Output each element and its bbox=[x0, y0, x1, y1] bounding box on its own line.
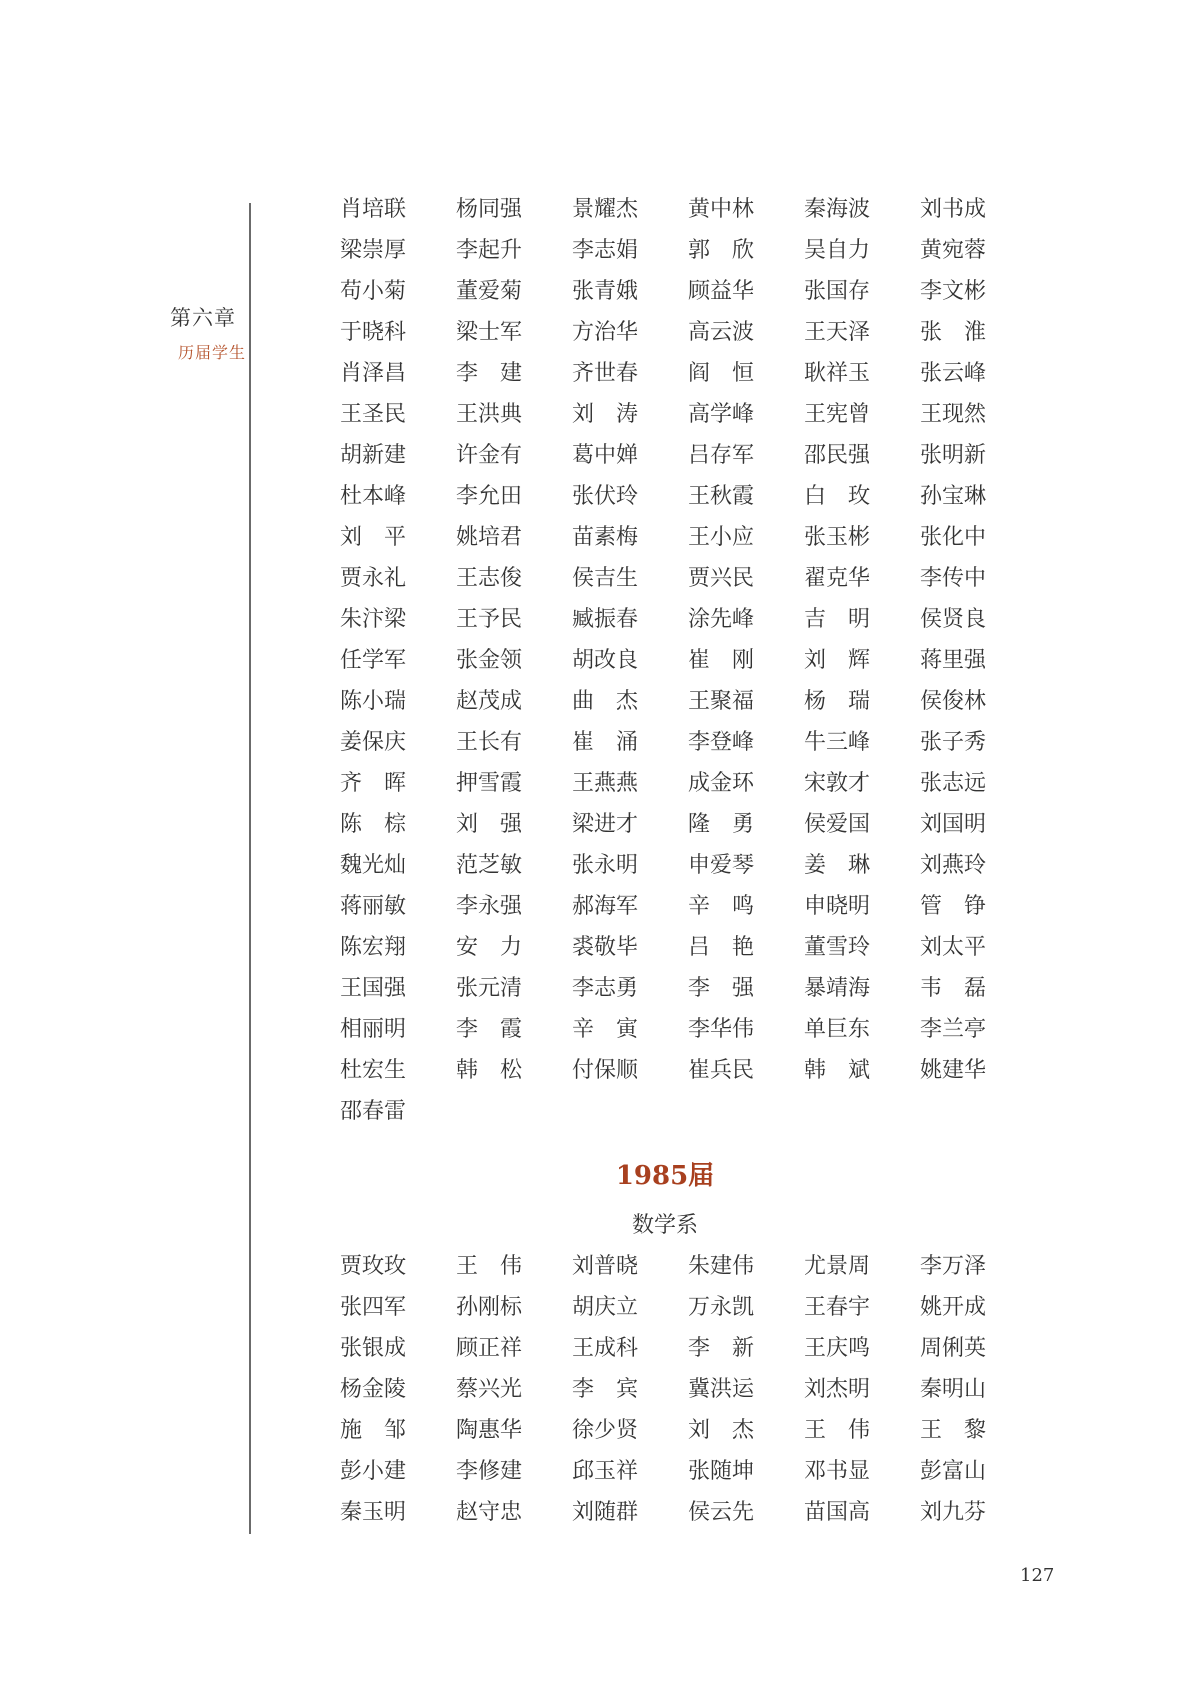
student-name: 杜宏生 bbox=[340, 1058, 407, 1083]
student-name: 李起升 bbox=[456, 238, 523, 263]
student-name: 张金领 bbox=[456, 648, 523, 673]
student-name: 李文彬 bbox=[920, 279, 987, 304]
student-name: 姜 琳 bbox=[804, 853, 871, 878]
student-name: 秦明山 bbox=[920, 1377, 987, 1402]
student-name: 王燕燕 bbox=[572, 771, 639, 796]
student-name: 牛三峰 bbox=[804, 730, 871, 755]
student-name: 王成科 bbox=[572, 1336, 639, 1361]
student-name: 姚开成 bbox=[920, 1295, 987, 1320]
student-name: 张伏玲 bbox=[572, 484, 639, 509]
student-name: 方治华 bbox=[572, 320, 639, 345]
student-name: 宋敦才 bbox=[804, 771, 871, 796]
student-name-list-top bbox=[340, 196, 990, 1139]
student-name: 胡庆立 bbox=[572, 1295, 639, 1320]
student-name: 苗国高 bbox=[804, 1500, 871, 1525]
student-name: 王洪典 bbox=[456, 402, 523, 427]
student-name: 李传中 bbox=[920, 566, 987, 591]
student-name: 杨同强 bbox=[456, 197, 523, 222]
student-name: 吕 艳 bbox=[688, 935, 755, 960]
student-name: 王现然 bbox=[920, 402, 987, 427]
student-name: 耿祥玉 bbox=[804, 361, 871, 386]
student-name: 陈小瑞 bbox=[340, 689, 407, 714]
student-name: 李志娟 bbox=[572, 238, 639, 263]
student-name: 姚建华 bbox=[920, 1058, 987, 1083]
student-name-list-bottom bbox=[340, 1253, 990, 1540]
student-name: 齐世春 bbox=[572, 361, 639, 386]
student-name: 彭富山 bbox=[920, 1459, 987, 1484]
student-name: 申晓明 bbox=[804, 894, 871, 919]
student-name: 孙刚标 bbox=[456, 1295, 523, 1320]
student-name: 尤景周 bbox=[804, 1254, 871, 1279]
student-name: 施 邹 bbox=[340, 1418, 407, 1443]
student-name: 李 强 bbox=[688, 976, 755, 1001]
student-name: 辛 寅 bbox=[572, 1017, 639, 1042]
student-name: 侯俊林 bbox=[920, 689, 987, 714]
student-name: 李万泽 bbox=[920, 1254, 987, 1279]
student-name: 邵春雷 bbox=[340, 1099, 407, 1124]
student-name: 梁进才 bbox=[572, 812, 639, 837]
student-name: 刘 辉 bbox=[804, 648, 871, 673]
student-name: 白 玫 bbox=[804, 484, 871, 509]
student-name: 王 伟 bbox=[804, 1418, 871, 1443]
student-name: 涂先峰 bbox=[688, 607, 755, 632]
student-name: 朱建伟 bbox=[688, 1254, 755, 1279]
student-name: 李 宾 bbox=[572, 1377, 639, 1402]
student-name: 阎 恒 bbox=[688, 361, 755, 386]
student-name: 苗素梅 bbox=[572, 525, 639, 550]
student-name: 辛 鸣 bbox=[688, 894, 755, 919]
student-name: 王庆鸣 bbox=[804, 1336, 871, 1361]
student-name: 王 黎 bbox=[920, 1418, 987, 1443]
student-name: 刘国明 bbox=[920, 812, 987, 837]
student-name: 王予民 bbox=[456, 607, 523, 632]
student-name: 张永明 bbox=[572, 853, 639, 878]
student-name: 刘太平 bbox=[920, 935, 987, 960]
student-name: 王 伟 bbox=[456, 1254, 523, 1279]
student-name: 韩 松 bbox=[456, 1058, 523, 1083]
student-name: 刘 强 bbox=[456, 812, 523, 837]
student-name: 隆 勇 bbox=[688, 812, 755, 837]
student-name: 胡新建 bbox=[340, 443, 407, 468]
student-name: 许金有 bbox=[456, 443, 523, 468]
student-name: 张志远 bbox=[920, 771, 987, 796]
student-name: 周俐英 bbox=[920, 1336, 987, 1361]
student-name: 胡改良 bbox=[572, 648, 639, 673]
student-name: 臧振春 bbox=[572, 607, 639, 632]
student-name: 万永凯 bbox=[688, 1295, 755, 1320]
student-name: 齐 晖 bbox=[340, 771, 407, 796]
student-name: 蒋丽敏 bbox=[340, 894, 407, 919]
student-name: 冀洪运 bbox=[688, 1377, 755, 1402]
student-name: 杨 瑞 bbox=[804, 689, 871, 714]
student-name: 肖泽昌 bbox=[340, 361, 407, 386]
student-name: 刘九芬 bbox=[920, 1500, 987, 1525]
student-name: 张银成 bbox=[340, 1336, 407, 1361]
student-name: 李登峰 bbox=[688, 730, 755, 755]
student-name: 暴靖海 bbox=[804, 976, 871, 1001]
student-name: 黄中林 bbox=[688, 197, 755, 222]
student-name: 苟小菊 bbox=[340, 279, 407, 304]
student-name: 陶惠华 bbox=[456, 1418, 523, 1443]
student-name: 崔兵民 bbox=[688, 1058, 755, 1083]
department-heading: 数学系 bbox=[631, 1213, 698, 1238]
student-name: 郭 欣 bbox=[688, 238, 755, 263]
student-name: 王圣民 bbox=[340, 402, 407, 427]
student-name: 翟克华 bbox=[804, 566, 871, 591]
student-name: 邓书显 bbox=[804, 1459, 871, 1484]
student-name: 张子秀 bbox=[920, 730, 987, 755]
student-name: 韩 斌 bbox=[804, 1058, 871, 1083]
student-name: 杨金陵 bbox=[340, 1377, 407, 1402]
student-name: 范芝敏 bbox=[456, 853, 523, 878]
student-name: 秦玉明 bbox=[340, 1500, 407, 1525]
student-name: 吕存军 bbox=[688, 443, 755, 468]
student-name: 王秋霞 bbox=[688, 484, 755, 509]
student-name: 崔 涌 bbox=[572, 730, 639, 755]
student-name: 魏光灿 bbox=[340, 853, 407, 878]
student-name: 侯爱国 bbox=[804, 812, 871, 837]
student-name: 李永强 bbox=[456, 894, 523, 919]
student-name: 徐少贤 bbox=[572, 1418, 639, 1443]
student-name: 王志俊 bbox=[456, 566, 523, 591]
student-name: 刘普晓 bbox=[572, 1254, 639, 1279]
student-name: 张云峰 bbox=[920, 361, 987, 386]
student-name: 刘燕玲 bbox=[920, 853, 987, 878]
chapter-label: 第六章 bbox=[170, 306, 236, 330]
student-name: 李兰亭 bbox=[920, 1017, 987, 1042]
student-name: 侯贤良 bbox=[920, 607, 987, 632]
student-name: 梁崇厚 bbox=[340, 238, 407, 263]
student-name: 韦 磊 bbox=[920, 976, 987, 1001]
student-name: 李 建 bbox=[456, 361, 523, 386]
student-name: 葛中婵 bbox=[572, 443, 639, 468]
student-name: 王宪曾 bbox=[804, 402, 871, 427]
student-name: 李 新 bbox=[688, 1336, 755, 1361]
student-name: 梁士军 bbox=[456, 320, 523, 345]
student-name: 申爱琴 bbox=[688, 853, 755, 878]
student-name: 张国存 bbox=[804, 279, 871, 304]
student-name: 高学峰 bbox=[688, 402, 755, 427]
student-name: 安 力 bbox=[456, 935, 523, 960]
student-name: 贾玫玫 bbox=[340, 1254, 407, 1279]
student-name: 陈宏翔 bbox=[340, 935, 407, 960]
student-name: 陈 棕 bbox=[340, 812, 407, 837]
student-name: 王聚福 bbox=[688, 689, 755, 714]
student-name: 管 铮 bbox=[920, 894, 987, 919]
student-name: 肖培联 bbox=[340, 197, 407, 222]
student-name: 郝海军 bbox=[572, 894, 639, 919]
student-name: 张随坤 bbox=[688, 1459, 755, 1484]
margin-rule bbox=[249, 203, 251, 1534]
student-name: 李允田 bbox=[456, 484, 523, 509]
student-name: 邵民强 bbox=[804, 443, 871, 468]
student-name: 裘敬毕 bbox=[572, 935, 639, 960]
student-name: 赵茂成 bbox=[456, 689, 523, 714]
student-name: 赵守忠 bbox=[456, 1500, 523, 1525]
cohort-year-heading: 1985届 bbox=[615, 1161, 715, 1191]
student-name: 张元清 bbox=[456, 976, 523, 1001]
student-name: 任学军 bbox=[340, 648, 407, 673]
student-name: 董雪玲 bbox=[804, 935, 871, 960]
student-name: 刘书成 bbox=[920, 197, 987, 222]
student-name: 邱玉祥 bbox=[572, 1459, 639, 1484]
student-name: 景耀杰 bbox=[572, 197, 639, 222]
student-name: 刘杰明 bbox=[804, 1377, 871, 1402]
student-name: 王长有 bbox=[456, 730, 523, 755]
student-name: 王天泽 bbox=[804, 320, 871, 345]
student-name: 黄宛蓉 bbox=[920, 238, 987, 263]
student-name: 蔡兴光 bbox=[456, 1377, 523, 1402]
student-name: 张 淮 bbox=[920, 320, 987, 345]
student-name: 刘 平 bbox=[340, 525, 407, 550]
student-name: 秦海波 bbox=[804, 197, 871, 222]
student-name: 王小应 bbox=[688, 525, 755, 550]
student-name: 王国强 bbox=[340, 976, 407, 1001]
section-label: 历届学生 bbox=[178, 343, 247, 362]
student-name: 张玉彬 bbox=[804, 525, 871, 550]
page-number: 127 bbox=[1020, 1565, 1055, 1586]
student-name: 孙宝琳 bbox=[920, 484, 987, 509]
student-name: 董爱菊 bbox=[456, 279, 523, 304]
student-name: 贾永礼 bbox=[340, 566, 407, 591]
student-name: 彭小建 bbox=[340, 1459, 407, 1484]
student-name: 张青娥 bbox=[572, 279, 639, 304]
student-name: 王春宇 bbox=[804, 1295, 871, 1320]
student-name: 吉 明 bbox=[804, 607, 871, 632]
student-name: 刘 涛 bbox=[572, 402, 639, 427]
student-name: 蒋里强 bbox=[920, 648, 987, 673]
student-name: 于晓科 bbox=[340, 320, 407, 345]
student-name: 吴自力 bbox=[804, 238, 871, 263]
student-name: 张明新 bbox=[920, 443, 987, 468]
student-name: 刘随群 bbox=[572, 1500, 639, 1525]
student-name: 李 霞 bbox=[456, 1017, 523, 1042]
student-name: 顾正祥 bbox=[456, 1336, 523, 1361]
student-name: 成金环 bbox=[688, 771, 755, 796]
student-name: 李修建 bbox=[456, 1459, 523, 1484]
student-name: 押雪霞 bbox=[456, 771, 523, 796]
student-name: 姚培君 bbox=[456, 525, 523, 550]
student-name: 杜本峰 bbox=[340, 484, 407, 509]
student-name: 付保顺 bbox=[572, 1058, 639, 1083]
student-name: 侯吉生 bbox=[572, 566, 639, 591]
student-name: 姜保庆 bbox=[340, 730, 407, 755]
student-name: 张化中 bbox=[920, 525, 987, 550]
student-name: 单巨东 bbox=[804, 1017, 871, 1042]
student-name: 刘 杰 bbox=[688, 1418, 755, 1443]
student-name: 李华伟 bbox=[688, 1017, 755, 1042]
student-name: 曲 杰 bbox=[572, 689, 639, 714]
student-name: 侯云先 bbox=[688, 1500, 755, 1525]
student-name: 李志勇 bbox=[572, 976, 639, 1001]
student-name: 相丽明 bbox=[340, 1017, 407, 1042]
student-name: 贾兴民 bbox=[688, 566, 755, 591]
student-name: 朱汴梁 bbox=[340, 607, 407, 632]
student-name: 顾益华 bbox=[688, 279, 755, 304]
student-name: 崔 刚 bbox=[688, 648, 755, 673]
student-name: 高云波 bbox=[688, 320, 755, 345]
student-name: 张四军 bbox=[340, 1295, 407, 1320]
